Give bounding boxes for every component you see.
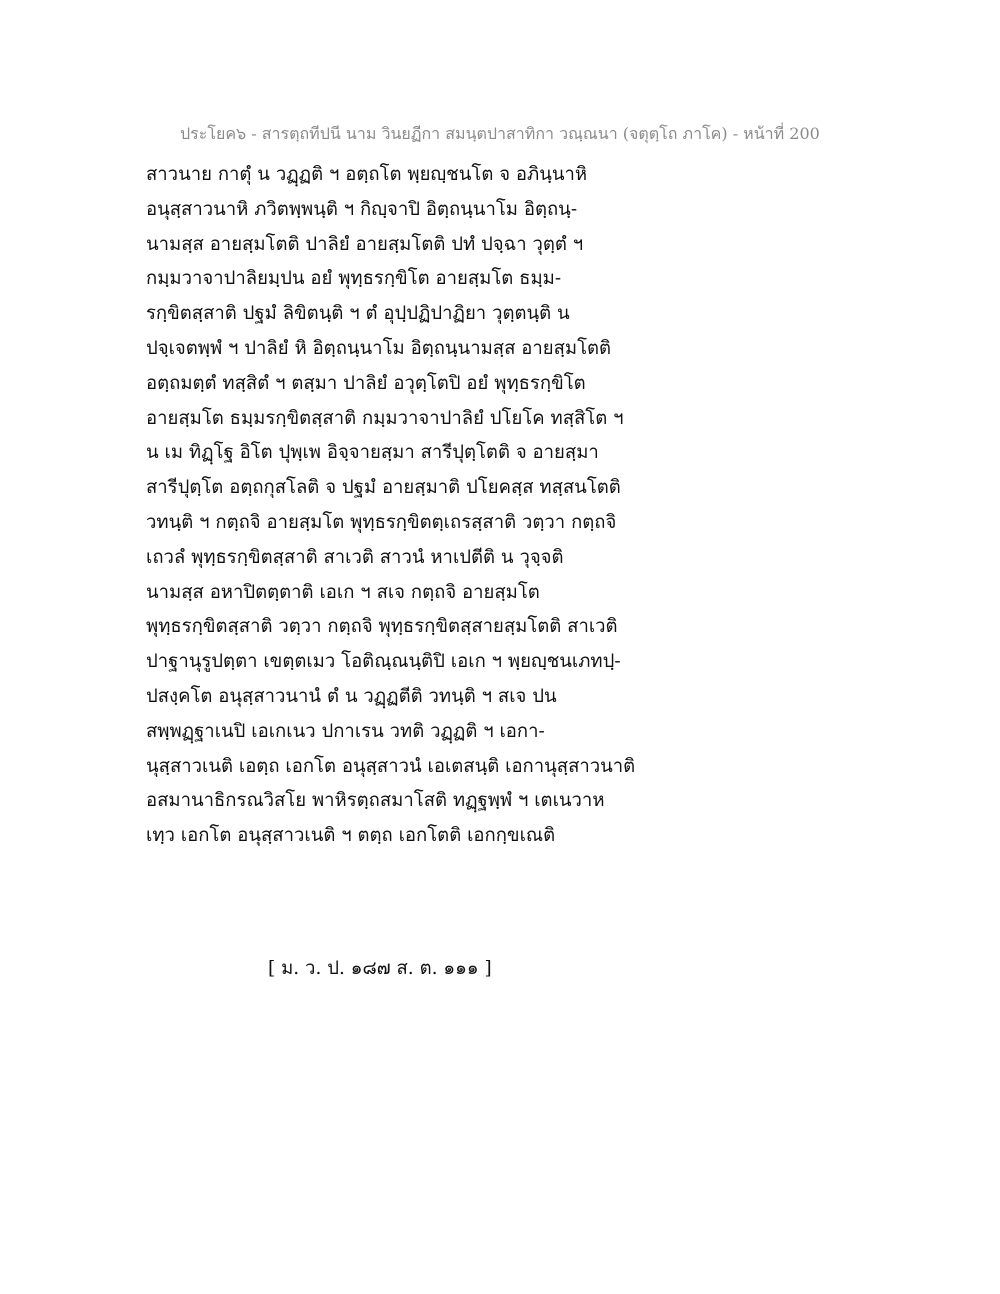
text-line: ปาฐานุรูปตฺตา เขตฺตเมว โอติณฺณนฺติปิ เอเก ฯ พฺยญฺชนเภทปฺ- <box>146 651 621 673</box>
text-line: ปสงฺคโต อนุสฺสาวนานํ ตํ น วฏฺฏตีติ วทนฺติ ฯ สเจ ปน <box>146 685 557 707</box>
document-body <box>146 158 706 854</box>
text-line: นามสฺส อายสฺมโตติ ปาลิยํ อายสฺมโตติ ปทํ ปจฺฉา วุตฺตํ ฯ <box>146 233 584 255</box>
text-line: อสมานาธิกรณวิสโย พาหิรตฺถสมาโสติ ทฏฺฐพฺพํ ฯ เตเนวาห <box>146 790 605 812</box>
reference-note: [ ม. ว. ป. ๑๘๗ ส. ต. ๑๑๑ ] <box>268 958 492 979</box>
text-line: สพฺพฏฺฐาเนปิ เอเกเนว ปกาเรน วทติ วฏฺฏติ ฯ เอกา- <box>146 720 545 742</box>
text-line: เทฺว เอกโต อนุสฺสาวเนติ ฯ ตตฺถ เอกโตติ เอกกฺขเณติ <box>146 825 556 847</box>
text-line: นุสฺสาวเนติ เอตฺถ เอกโต อนุสฺสาวนํ เอเตสนฺติ เอกานุสฺสาวนาติ <box>146 755 636 777</box>
text-line: กมฺมวาจาปาลิยมฺปน อยํ พุทฺธรกฺขิโต อายสฺมโต ธมฺม- <box>146 268 562 290</box>
text-line: วทนฺติ ฯ กตฺถจิ อายสฺมโต พุทฺธรกฺขิตตฺเถรสฺสาติ วตฺวา กตฺถจิ <box>146 511 617 533</box>
text-line: สารีปุตฺโต อตฺถกุสโลติ จ ปฐมํ อายสฺมาติ ปโยคสฺส ทสฺสนโตติ <box>146 477 621 499</box>
text-line: อนุสฺสาวนาหิ ภวิตพฺพนฺติ ฯ กิญฺจาปิ อิตฺถนฺนาโม อิตฺถนฺ- <box>146 198 578 220</box>
text-line: อตฺถมตฺตํ ทสฺสิตํ ฯ ตสฺมา ปาลิยํ อวุตฺโตปิ อยํ พุทฺธรกฺขิโต <box>146 372 586 394</box>
text-line: ปจฺเจตพฺพํ ฯ ปาลิยํ หิ อิตฺถนฺนาโม อิตฺถนฺนามสฺส อายสฺมโตติ <box>146 337 612 359</box>
text-line: พุทฺธรกฺขิตสฺสาติ วตฺวา กตฺถจิ พุทฺธรกฺขิตสฺสายสฺมโตติ สาเวติ <box>146 616 618 638</box>
text-line: สาวนาย กาตุํ น วฏฺฏติ ฯ อตฺถโต พฺยญฺชนโต จ อภินฺนาหิ <box>146 164 588 185</box>
text-line: เถวลํ พุทฺธรกฺขิตสฺสาติ สาเวติ สาวนํ หาเปตีติ น วุจฺจติ <box>146 546 564 568</box>
text-line: รกฺขิตสฺสาติ ปฐมํ ลิขิตนฺติ ฯ ตํ อุปฺปฏิปาฏิยา วุตฺตนฺติ น <box>146 303 570 325</box>
text-line: อายสฺมโต ธมฺมรกฺขิตสฺสาติ กมฺมวาจาปาลิยํ ปโยโค ทสฺสิโต ฯ <box>146 407 624 429</box>
text-line: นามสฺส อหาปิตตฺตาติ เอเก ฯ สเจ กตฺถจิ อายสฺมโต <box>146 581 540 603</box>
text-line: น เม ทิฏฺโฐ อิโต ปุพฺเพ อิจฺจายสฺมา สารีปุตฺโตติ จ อายสฺมา <box>146 442 599 464</box>
page-header: ประโยค๖ - สารตฺถทีปนี นาม วินยฏีกา สมนฺตปาสาทิกา วณฺณนา (จตุตฺโถ ภาโค) - หน้าที่ 200 <box>180 124 820 143</box>
